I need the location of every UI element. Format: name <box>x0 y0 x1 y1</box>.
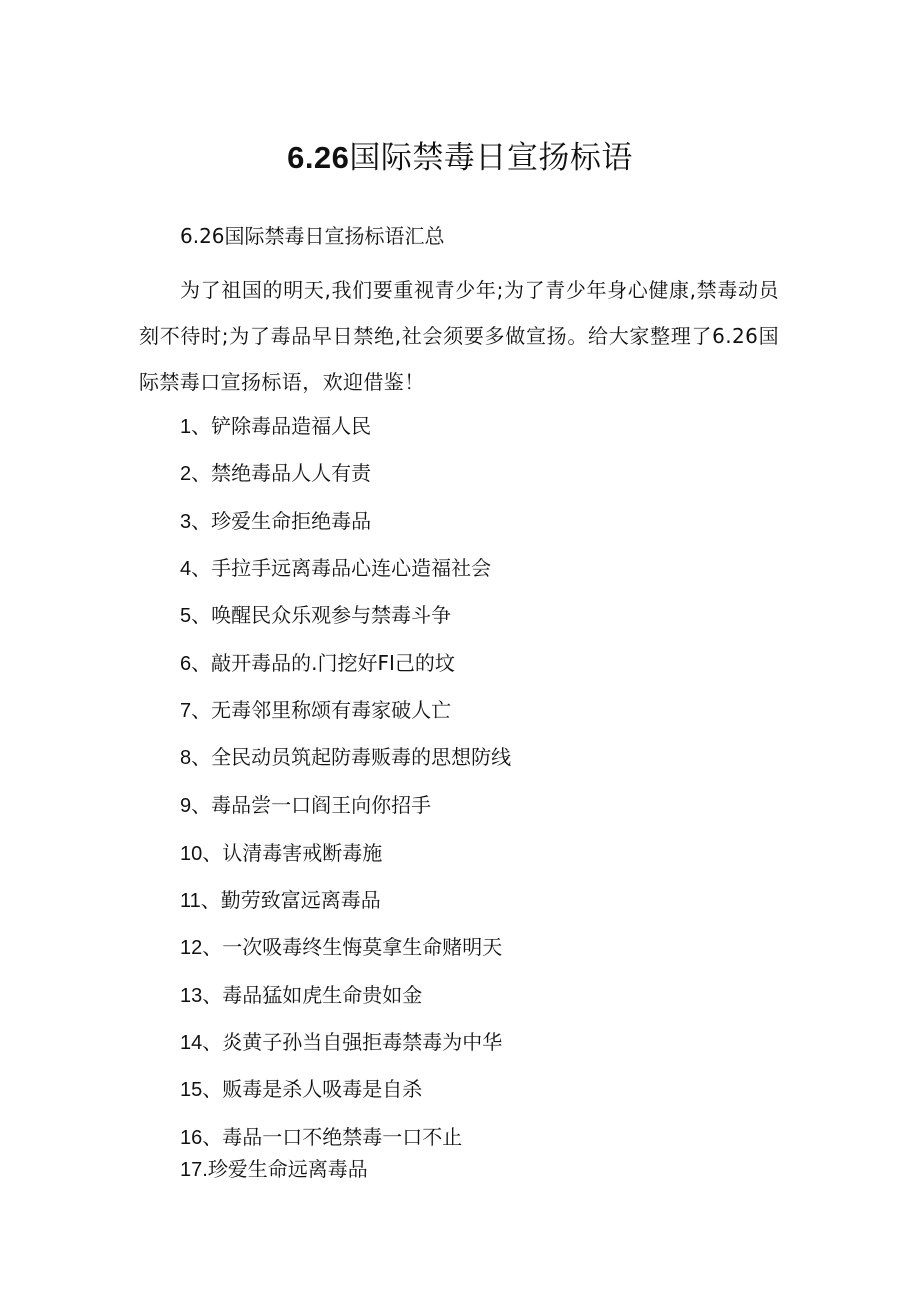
list-item-text: 全民动员筑起防毒贩毒的思想防线 <box>211 745 512 769</box>
list-item <box>180 980 422 1011</box>
list-item-number: 3、 <box>180 511 212 533</box>
list-item-text: 毒品尝一口阎王向你招手 <box>211 793 432 817</box>
list-item <box>180 648 455 679</box>
list-item <box>180 458 371 489</box>
list-item-number: 5、 <box>180 605 212 627</box>
list-item-text: 一次吸毒终生悔莫拿生命赌明天 <box>222 935 503 959</box>
list-item-number: 14、 <box>180 1032 223 1054</box>
list-item-text: 珍爱生命拒绝毒品 <box>211 509 372 533</box>
list-item-number: 8、 <box>180 747 212 769</box>
list-item-number: 2、 <box>180 463 212 485</box>
list-item-text: 手拉手远离毒品心连心造福社会 <box>211 556 492 580</box>
list-item-text: 勤劳致富远离毒品 <box>220 888 381 912</box>
list-item-number: 9、 <box>180 795 212 817</box>
list-item-number: 15、 <box>180 1079 223 1101</box>
list-item <box>180 411 371 442</box>
list-item <box>180 932 502 963</box>
list-item <box>180 695 451 726</box>
list-item-number: 6、 <box>180 653 212 675</box>
list-item-text: 贩毒是杀人吸毒是自杀 <box>222 1077 423 1101</box>
list-item <box>180 1154 368 1185</box>
list-item-number: 17. <box>180 1159 208 1181</box>
list-item-text: 无毒邻里称颂有毒家破人亡 <box>211 698 452 722</box>
title-text: 国际禁毒日宣扬标语 <box>349 140 633 176</box>
list-item-text: 毒品猛如虎生命贵如金 <box>222 983 423 1007</box>
list-item-text: 毒品一口不绝禁毒一口不止 <box>222 1125 463 1149</box>
list-item <box>180 790 431 821</box>
list-item-number: 1、 <box>180 416 212 438</box>
page-title <box>0 136 920 180</box>
list-item-text: 认清毒害戒断毒施 <box>222 841 383 865</box>
list-item <box>180 1027 502 1058</box>
list-item <box>180 838 382 869</box>
list-item-number: 12、 <box>180 937 223 959</box>
list-item <box>180 553 491 584</box>
list-item-number: 16、 <box>180 1127 223 1149</box>
list-item-text: 珍爱生命远离毒品 <box>207 1157 368 1181</box>
subtitle: 6.26国际禁毒日宣扬标语汇总 <box>180 224 445 248</box>
list-item-text: 炎黄子孙当自强拒毒禁毒为中华 <box>222 1030 503 1054</box>
list-item-number: 13、 <box>180 985 223 1007</box>
list-item <box>180 1122 462 1153</box>
list-item-number: 7、 <box>180 700 212 722</box>
list-item <box>180 742 511 773</box>
list-item-text: 禁绝毒品人人有责 <box>211 461 372 485</box>
list-item <box>180 600 451 631</box>
list-item-text: 唤醒民众乐观参与禁毒斗争 <box>211 603 452 627</box>
list-item-text: 铲除毒品造福人民 <box>211 414 372 438</box>
list-item-number: 11、 <box>180 890 221 912</box>
title-number: 6.26 <box>287 140 350 175</box>
list-item-number: 4、 <box>180 558 212 580</box>
list-item <box>180 506 371 537</box>
list-item <box>180 1074 422 1105</box>
intro-paragraph: 为了祖国的明天,我们要重视青少年;为了青少年身心健康,禁毒动员刻不待时;为了毒品早日禁绝,社会须要多做宣扬。给大家整理了6.26国际禁毒口宣扬标语，欢迎借鉴！ <box>139 278 779 394</box>
list-item-number: 10、 <box>180 843 223 865</box>
list-item <box>180 885 381 916</box>
list-item-text: 敲开毒品的.门挖好FI己的坟 <box>211 651 455 675</box>
